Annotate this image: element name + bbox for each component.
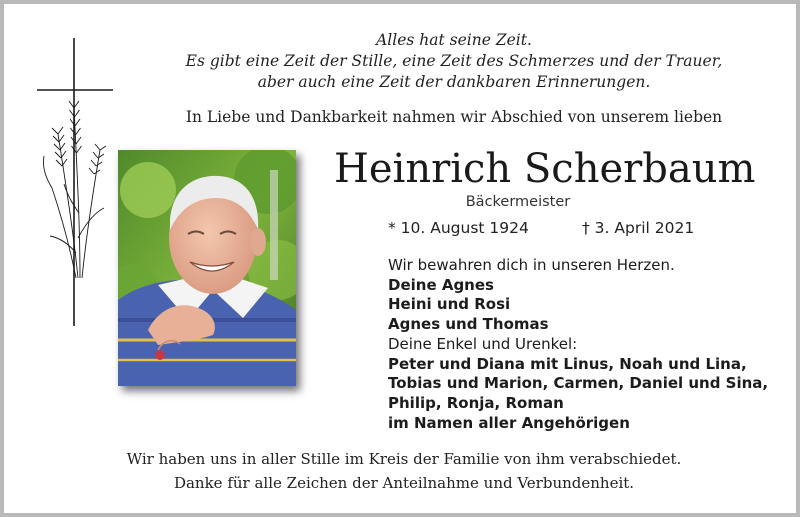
mourners-lead: Wir bewahren dich in unseren Herzen. [388, 256, 675, 274]
deceased-profession: Bäckermeister [465, 194, 571, 210]
cross-with-wheat-icon [34, 38, 116, 328]
closing-text [64, 447, 744, 495]
grandchildren-line-2: Tobias und Marion, Carmen, Daniel und Sina, [388, 374, 769, 393]
mourner-family-2: Agnes und Thomas [388, 315, 549, 334]
poem [144, 30, 764, 93]
grandchildren-line-3: Philip, Ronja, Roman [388, 393, 564, 412]
death-date: † 3. April 2021 [582, 219, 695, 237]
poem-line-3: aber auch eine Zeit der dankbaren Erinnerungen. [257, 73, 651, 91]
closing-line-1: Wir haben uns in aller Stille im Kreis der Familie von ihm verabschiedet. [126, 450, 682, 468]
deceased-name: Heinrich Scherbaum [334, 146, 756, 192]
birth-date: * 10. August 1924 [388, 219, 529, 237]
mourner-family-1: Heini und Rosi [388, 295, 511, 314]
poem-line-2: Es gibt eine Zeit der Stille, eine Zeit des Schmerzes und der Trauer, [185, 52, 723, 70]
grandchildren-line-1: Peter und Diana mit Linus, Noah und Lina, [388, 354, 747, 373]
mourners-list [388, 256, 788, 433]
intro-text: In Liebe und Dankbarkeit nahmen wir Abschied von unserem lieben [185, 108, 723, 126]
grandchildren-label: Deine Enkel und Urenkel: [388, 334, 578, 353]
mourners-all-relatives: im Namen aller Angehörigen [388, 413, 630, 432]
closing-line-2: Danke für alle Zeichen der Anteilnahme und Verbundenheit. [173, 474, 635, 492]
portrait-photo [118, 150, 296, 386]
mourner-wife: Deine Agnes [388, 275, 494, 294]
poem-line-1: Alles hat seine Zeit. [376, 31, 532, 49]
